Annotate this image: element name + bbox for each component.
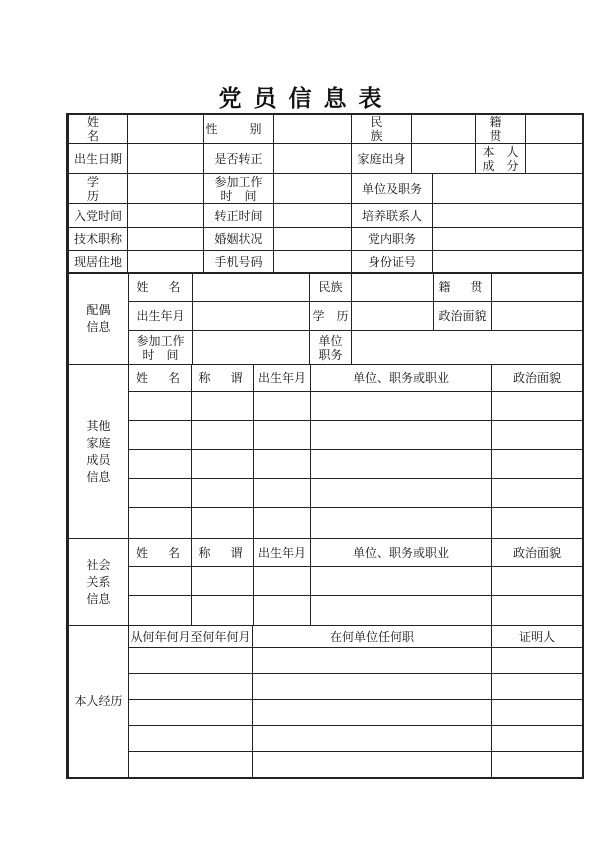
field-personal-status[interactable] [526, 144, 583, 174]
label-gender: 性 别 [204, 114, 274, 144]
table-row [69, 567, 583, 596]
spouse-field-name[interactable] [193, 273, 310, 302]
field-contact-person[interactable] [433, 204, 583, 228]
field-join-date[interactable] [128, 204, 204, 228]
social-header-political: 政治面貌 [492, 539, 583, 567]
spouse-label-native-place: 籍 贯 [434, 273, 492, 302]
field-ethnicity[interactable] [412, 114, 476, 144]
family-header-unit: 单位、职务或职业 [311, 365, 492, 392]
spouse-field-native-place[interactable] [492, 273, 583, 302]
label-contact-person: 培养联系人 [352, 204, 433, 228]
social-header-birth: 出生年月 [254, 539, 311, 567]
field-native-place[interactable] [526, 114, 583, 144]
table-row [69, 392, 583, 421]
label-join-date: 入党时间 [69, 204, 128, 228]
field-id-number[interactable] [433, 251, 583, 274]
table-row [69, 508, 583, 539]
field-marital[interactable] [274, 228, 352, 251]
spouse-field-birth[interactable] [193, 302, 310, 331]
social-section-label: 社会 关系 信息 [69, 539, 129, 626]
label-personal-status: 本 人 成 分 [476, 144, 526, 174]
label-is-regular: 是否转正 [204, 144, 274, 174]
spouse-label-ethnicity: 民族 [310, 273, 352, 302]
social-header-relation: 称 谓 [192, 539, 254, 567]
spouse-label-education: 学 历 [310, 302, 352, 331]
field-regular-date[interactable] [274, 204, 352, 228]
label-education: 学 历 [69, 174, 128, 204]
table-row [69, 450, 583, 479]
label-title: 技术职称 [69, 228, 128, 251]
family-header-relation: 称 谓 [192, 365, 254, 392]
spouse-field-work-start[interactable] [193, 331, 310, 365]
label-id-number: 身份证号 [352, 251, 433, 274]
table-row [69, 421, 583, 450]
family-section-label: 其他 家庭 成员 信息 [69, 365, 129, 539]
table-row [69, 726, 583, 752]
field-birth-date[interactable] [128, 144, 204, 174]
field-title[interactable] [128, 228, 204, 251]
table-row [69, 648, 583, 674]
social-header-name: 姓 名 [129, 539, 192, 567]
spouse-field-unit[interactable] [352, 331, 583, 365]
field-is-regular[interactable] [274, 144, 352, 174]
label-address: 现居住地 [69, 251, 128, 274]
label-unit-position: 单位及职务 [352, 174, 433, 204]
experience-section-label: 本人经历 [69, 626, 129, 778]
field-gender[interactable] [274, 114, 352, 144]
social-header-unit: 单位、职务或职业 [311, 539, 492, 567]
family-header-birth: 出生年月 [254, 365, 311, 392]
spouse-label-unit: 单位 职务 [310, 331, 352, 365]
family-header-name: 姓 名 [129, 365, 192, 392]
label-ethnicity: 民 族 [352, 114, 412, 144]
table-row [69, 479, 583, 508]
spouse-field-ethnicity[interactable] [352, 273, 434, 302]
label-party-position: 党内职务 [352, 228, 433, 251]
experience-header-witness: 证明人 [492, 626, 583, 648]
experience-header-position: 在何单位任何职 [253, 626, 492, 648]
label-work-start: 参加工作 时 间 [204, 174, 274, 204]
social-section [66, 538, 584, 626]
basic-info-section [66, 113, 584, 274]
field-party-position[interactable] [433, 228, 583, 251]
field-phone[interactable] [274, 251, 352, 274]
table-row [69, 752, 583, 778]
label-regular-date: 转正时间 [204, 204, 274, 228]
label-name: 姓 名 [69, 114, 128, 144]
spouse-section [66, 272, 584, 365]
field-family-origin[interactable] [412, 144, 476, 174]
spouse-label-work-start: 参加工作 时 间 [129, 331, 193, 365]
table-row [69, 674, 583, 700]
experience-header-period: 从何年何月至何年何月 [129, 626, 253, 648]
table-row [69, 596, 583, 626]
spouse-field-political[interactable] [492, 302, 583, 331]
spouse-label-birth: 出生年月 [129, 302, 193, 331]
experience-section [66, 625, 584, 779]
field-name[interactable] [128, 114, 204, 144]
field-unit-position[interactable] [433, 174, 583, 204]
label-marital: 婚姻状况 [204, 228, 274, 251]
table-row [69, 700, 583, 726]
family-section [66, 364, 584, 539]
label-phone: 手机号码 [204, 251, 274, 274]
field-address[interactable] [128, 251, 204, 274]
label-family-origin: 家庭出身 [352, 144, 412, 174]
spouse-section-label: 配偶 信息 [69, 273, 129, 365]
spouse-label-political: 政治面貌 [434, 302, 492, 331]
page-title: 党员信息表 [218, 85, 394, 112]
spouse-label-name: 姓 名 [129, 273, 193, 302]
label-birth-date: 出生日期 [69, 144, 128, 174]
spouse-field-education[interactable] [352, 302, 434, 331]
family-header-political: 政治面貌 [492, 365, 583, 392]
field-work-start[interactable] [274, 174, 352, 204]
field-education[interactable] [128, 174, 204, 204]
label-native-place: 籍 贯 [476, 114, 526, 144]
